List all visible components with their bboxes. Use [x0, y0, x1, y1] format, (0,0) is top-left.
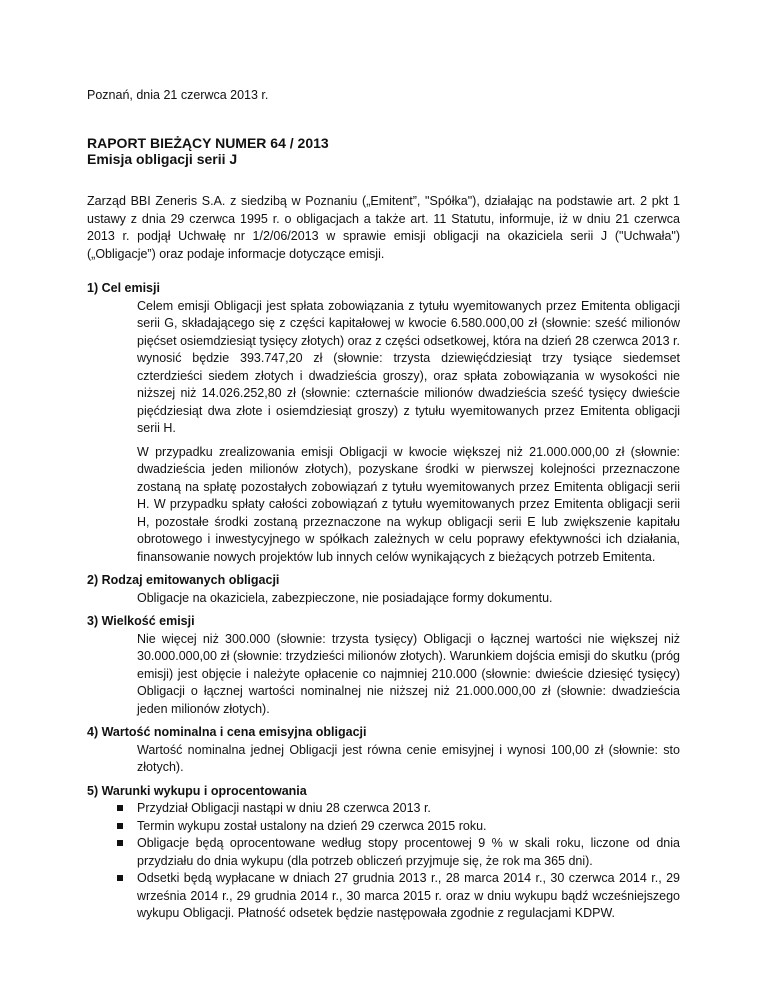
title-block	[87, 135, 329, 167]
sections-container	[87, 280, 680, 926]
section-heading: 4) Wartość nominalna i cena emisyjna obligacji	[87, 725, 367, 739]
report-subtitle: Emisja obligacji serii J	[87, 151, 238, 167]
section-body	[87, 298, 680, 567]
bullet-item	[117, 870, 680, 923]
section-paragraph: Obligacje na okaziciela, zabezpieczone, nie posiadające formy dokumentu.	[137, 590, 553, 605]
intro-paragraph: Zarząd BBI Zeneris S.A. z siedzibą w Poznaniu („Emitent”, "Spółka"), działając na podstawie art. 2 pkt 1 ustawy z dnia 29 czerwca 1995 r. o obligacjach a także art. 11 Statutu, informuje, iż w dniu 21 czerwca 2013 r. podjął Uchwałę nr 1/2/06/2013 w sprawie emisji obligacji na okaziciela serii J ("Uchwała") („Obligacje”) oraz podaje informacje dotyczące emisji.	[87, 194, 680, 261]
section-nominal-value	[87, 724, 680, 777]
square-bullet-icon	[117, 875, 123, 881]
section-body	[87, 590, 680, 608]
section-body	[87, 742, 680, 777]
section-purpose	[87, 280, 680, 566]
bullet-text: Termin wykupu został ustalony na dzień 29 czerwca 2015 roku.	[137, 818, 487, 833]
section-paragraph: Wartość nominalna jednej Obligacji jest równa cenie emisyjnej i wynosi 100,00 zł (słownie: sto złotych).	[137, 742, 680, 774]
date-line: Poznań, dnia 21 czerwca 2013 r.	[87, 88, 269, 102]
square-bullet-icon	[117, 805, 123, 811]
section-paragraph: Nie więcej niż 300.000 (słownie: trzysta tysięcy) Obligacji o łącznej wartości nie większej niż 30.000.000,00 zł (słownie: trzydzieści milionów złotych). Warunkiem dojścia emisji do skutku (próg emisji) jest objęcie i należyte opłacenie co najmniej 210.000 (słownie: dwieście dziesięć tysięcy) Obligacji o łącznej wartości nominalnej nie niższej niż 21.000.000,00 zł (słownie: dwadzieścia jeden milionów złotych).	[137, 631, 680, 716]
bullet-item	[117, 835, 680, 870]
square-bullet-icon	[117, 823, 123, 829]
section-heading: 1) Cel emisji	[87, 281, 160, 295]
bullet-item	[117, 818, 680, 836]
bullet-text: Odsetki będą wypłacane w dniach 27 grudnia 2013 r., 28 marca 2014 r., 30 czerwca 2014 r., 29 września 2014 r., 29 grudnia 2014 r., 30 marca 2015 r. oraz w dniu wykupu bądź wcześniejszego wykupu Obligacji. Płatność odsetek będzie następowała zgodnie z regulacjami KDPW.	[137, 871, 680, 920]
bullet-text: Przydział Obligacji nastąpi w dniu 28 czerwca 2013 r.	[137, 801, 431, 815]
section-issue-size	[87, 613, 680, 718]
section-redemption-terms	[87, 783, 680, 923]
section-paragraph: Celem emisji Obligacji jest spłata zobowiązania z tytułu wyemitowanych przez Emitenta obligacji serii G, składającego się z części kapitałowej w kwocie 6.580.000,00 zł (słownie: sześć milionów pięćset osiemdziesiąt tysięcy złotych) oraz z części odsetkowej, która na dzień 28 czerwca 2013 r. wynosić będzie 393.747,20 zł (słownie: trzysta dziewięćdziesiąt trzy tysiące siedemset czterdzieści siedem złotych i dwadzieścia groszy), oraz spłata zobowiązania w wysokości nie niższej niż 14.026.252,80 zł (słownie: czternaście milionów dwadzieścia sześć tysięcy dwieście pięćdziesiąt dwa złote i osiemdziesiąt groszy) z tytułu wyemitowanych przez Emitenta obligacji serii H.	[137, 298, 680, 435]
section-heading: 3) Wielkość emisji	[87, 614, 195, 628]
section-heading: 2) Rodzaj emitowanych obligacji	[87, 573, 280, 587]
section-paragraph: W przypadku zrealizowania emisji Obligacji w kwocie większej niż 21.000.000,00 zł (słownie: dwadzieścia jeden milionów złotych), pozyskane środki w pierwszej kolejności przeznaczone zostaną na spłatę pozostałych zobowiązań z tytułu wyemitowanych przez Emitenta obligacji serii H. W przypadku spłaty całości zobowiązań z tytułu wyemitowanych przez Emitenta obligacji serii H, pozostałe środki zostaną przeznaczone na wykup obligacji serii E lub zwiększenie kapitału obrotowego i inwestycyjnego w spółkach zależnych w celu poprawy efektywności ich działania, finansowanie nowych projektów lub innych celów wynikających z bieżących potrzeb Emitenta.	[137, 444, 680, 564]
bullet-list	[87, 800, 680, 923]
section-body	[87, 631, 680, 719]
square-bullet-icon	[117, 840, 123, 846]
bullet-item	[117, 800, 680, 818]
report-title: RAPORT BIEŻĄCY NUMER 64 / 2013	[87, 135, 329, 151]
bullet-text: Obligacje będą oprocentowane według stopy procentowej 9 % w skali roku, liczone od dnia przydziału do dnia wykupu (dla potrzeb obliczeń przyjmuje się, że rok ma 365 dni).	[137, 836, 680, 868]
section-bond-type	[87, 572, 680, 607]
section-heading: 5) Warunki wykupu i oprocentowania	[87, 783, 307, 798]
